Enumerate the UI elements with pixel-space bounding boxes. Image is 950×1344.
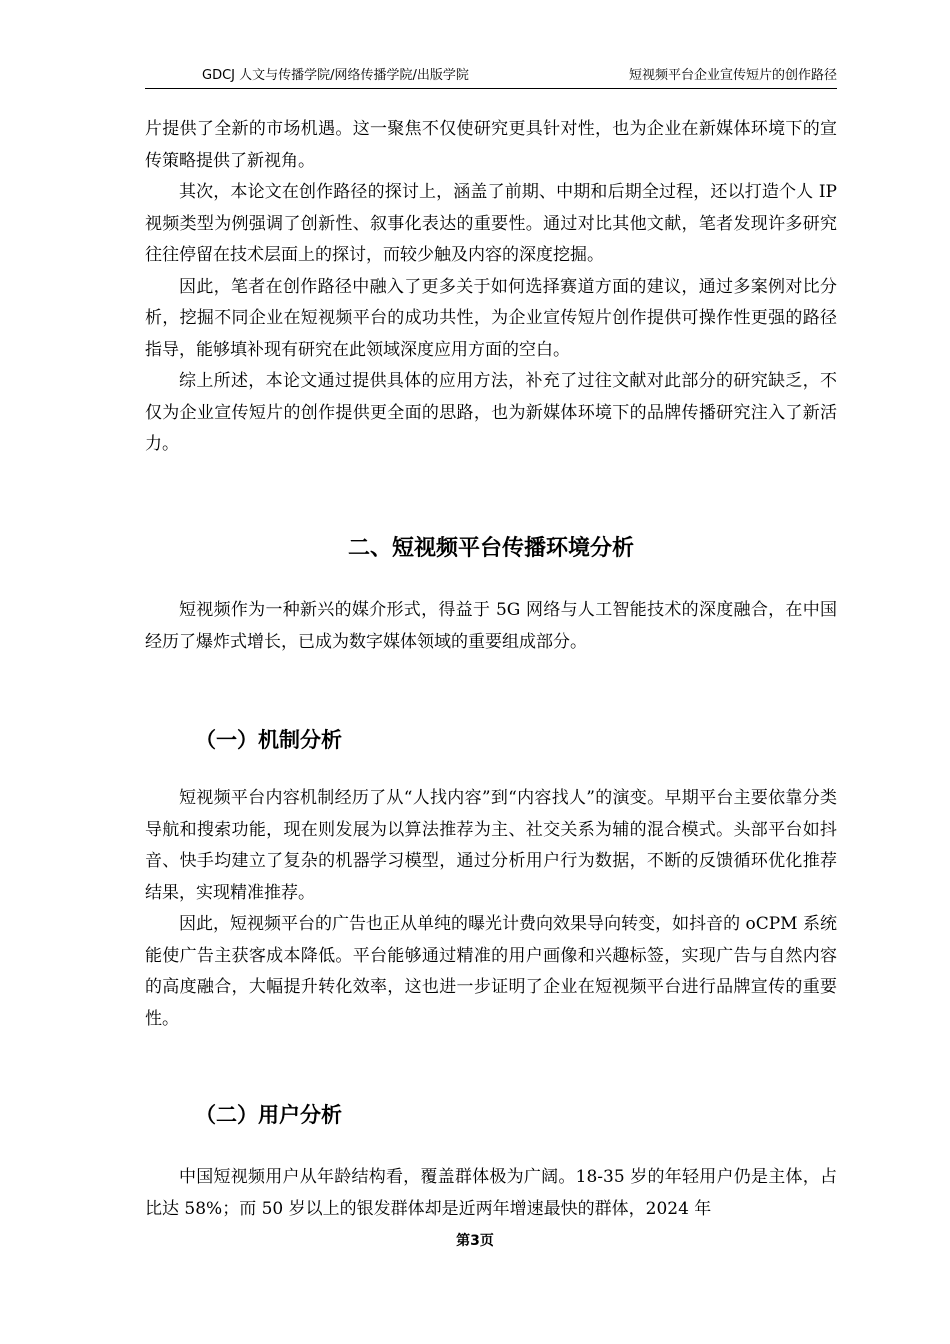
section-2-title: 二、短视频平台传播环境分析 [347,536,634,561]
subsection-1-paragraph-2: 因此，短视频平台的广告也正从单纯的曝光计费向效果导向转变，如抖音的 oCPM 系统能使广告主获客成本降低。平台能够通过精准的用户画像和兴趣标签，实现广告与自然内容的高度融合，大幅提升转化效率，这也进一步证明了企业在短视频平台进行品牌宣传的重要性。 [145,914,837,1029]
subsection-2-block [145,1162,837,1225]
section-2-intro-block [145,595,837,658]
page-header [145,66,837,89]
header-thesis-title: 短视频平台企业宣传短片的创作路径 [628,68,837,83]
subsection-1-title: （一）机制分析 [195,728,342,752]
subsection-2-title: （二）用户分析 [195,1103,342,1127]
intro-block [145,114,837,461]
page-number: 第3页 [456,1233,494,1249]
intro-paragraph-3: 因此，笔者在创作路径中融入了更多关于如何选择赛道方面的建议，通过多案例对比分析，挖掘不同企业在短视频平台的成功共性，为企业宣传短片创作提供可操作性更强的路径指导，能够填补现有研究在此领域深度应用方面的空白。 [145,276,837,360]
section-2-intro-paragraph: 短视频作为一种新兴的媒介形式，得益于 5G 网络与人工智能技术的深度融合，在中国经历了爆炸式增长，已成为数字媒体领域的重要组成部分。 [145,600,837,652]
subsection-2-paragraph-1: 中国短视频用户从年龄结构看，覆盖群体极为广阔。18-35 岁的年轻用户仍是主体，占比达 58%；而 50 岁以上的银发群体却是近两年增速最快的群体，2024 年 [145,1167,837,1219]
intro-paragraph-2: 其次，本论文在创作路径的探讨上，涵盖了前期、中期和后期全过程，还以打造个人 IP 视频类型为例强调了创新性、叙事化表达的重要性。通过对比其他文献，笔者发现许多研究往往停留在技术层面上的探讨，而较少触及内容的深度挖掘。 [145,182,837,265]
intro-paragraph-1: 片提供了全新的市场机遇。这一聚焦不仅使研究更具针对性，也为企业在新媒体环境下的宣传策略提供了新视角。 [145,119,837,171]
subsection-1-block [145,783,837,1035]
intro-paragraph-4: 综上所述，本论文通过提供具体的应用方法，补充了过往文献对此部分的研究缺乏，不仅为企业宣传短片的创作提供更全面的思路，也为新媒体环境下的品牌传播研究注入了新活力。 [145,371,837,454]
header-institution: GDCJ 人文与传播学院/网络传播学院/出版学院 [202,68,469,83]
subsection-1-paragraph-1: 短视频平台内容机制经历了从“人找内容”到“内容找人”的演变。早期平台主要依靠分类导航和搜索功能，现在则发展为以算法推荐为主、社交关系为辅的混合模式。头部平台如抖音、快手均建立了复杂的机器学习模型，通过分析用户行为数据，不断的反馈循环优化推荐结果，实现精准推荐。 [145,788,837,903]
